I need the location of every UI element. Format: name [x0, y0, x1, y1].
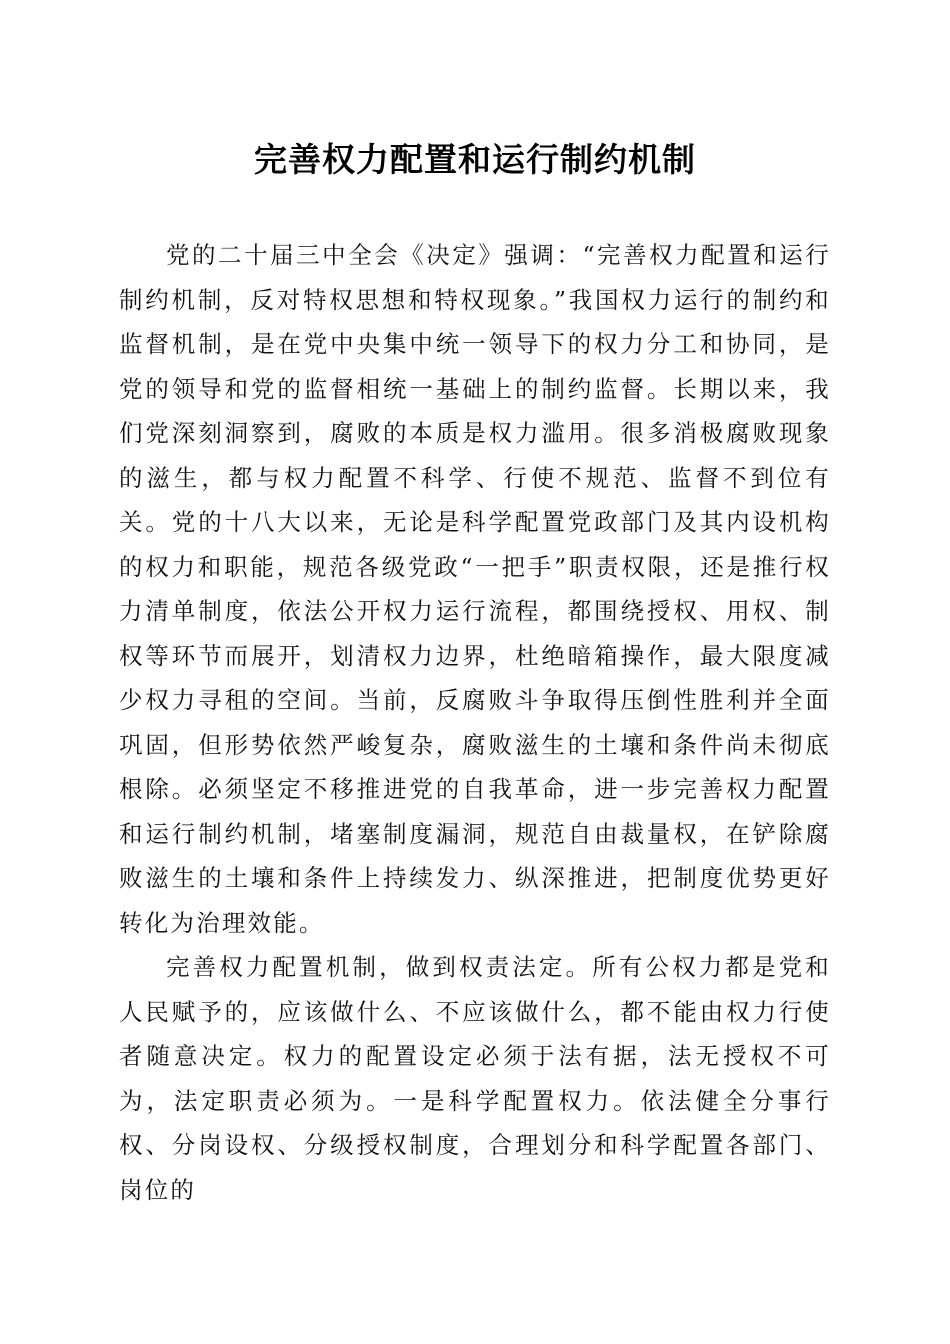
paragraph: 完善权力配置机制，做到权责法定。所有公权力都是党和人民赋予的，应该做什么、不应该做什么，都不能由权力行使者随意决定。权力的配置设定必须于法有据，法无授权不可为，法定职责必须为。一是科学配置权力。依法健全分事行权、分岗设权、分级授权制度，合理划分和科学配置各部门、岗位的	[119, 953, 831, 1204]
document-title: 完善权力配置和运行制约机制	[254, 140, 696, 179]
paragraph: 党的二十届三中全会《决定》强调：“完善权力配置和运行制约机制，反对特权思想和特权现象。”我国权力运行的制约和监督机制，是在党中央集中统一领导下的权力分工和协同，是党的领导和党的监督相统一基础上的制约监督。长期以来，我们党深刻洞察到，腐败的本质是权力滥用。很多消极腐败现象的滋生，都与权力配置不科学、行使不规范、监督不到位有关。党的十八大以来，无论是科学配置党政部门及其内设机构的权力和职能，规范各级党政“一把手”职责权限，还是推行权力清单制度，依法公开权力运行流程，都围绕授权、用权、制权等环节而展开，划清权力边界，杜绝暗箱操作，最大限度减少权力寻租的空间。当前，反腐败斗争取得压倒性胜利并全面巩固，但形势依然严峻复杂，腐败滋生的土壤和条件尚未彻底根除。必须坚定不移推进党的自我革命，进一步完善权力配置和运行制约机制，堵塞制度漏洞，规范自由裁量权，在铲除腐败滋生的土壤和条件上持续发力、纵深推进，把制度优势更好转化为治理效能。	[119, 241, 831, 937]
document-body	[119, 233, 831, 1212]
